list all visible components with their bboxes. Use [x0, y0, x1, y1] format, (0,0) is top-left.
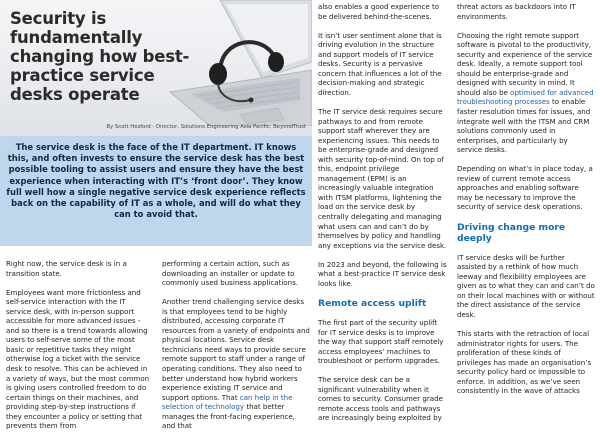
- laptop-with-headset-image: [150, 0, 312, 126]
- standfirst-box: [0, 136, 312, 246]
- article-title: Security is fundamentally changing how best-practice service desks operate: [10, 9, 190, 104]
- article-column-4: [457, 2, 595, 405]
- paragraph: Depending on what’s in place today, a review of current remote access approaches and enabling software may be necessary to improve the security of service desk operations.: [457, 164, 593, 212]
- paragraph: [457, 31, 595, 155]
- paragraph: threat actors as backdoors into IT environments.: [457, 2, 576, 21]
- section-heading: Driving change more deeply: [457, 221, 566, 244]
- paragraph: In 2023 and beyond, the following is what a best-practice IT service desk looks like.: [318, 259, 447, 288]
- technology-selection-link[interactable]: can help in the selection of technology: [162, 392, 293, 412]
- author-byline: By Scott Hesford - Director, Solutions Engineering Asia Pacific, BeyondTrust: [106, 124, 306, 130]
- paragraph-text: Another trend challenging service desks is that employees tend to be highly distributed, accessing corporate IT resources from a variety of endpoints and physical locations. Service desk technicians need ways to provide secure remote support to staff under a range of operating conditions. They also need to better understand how hybrid workers experience existing IT service and support options. That: [162, 297, 310, 402]
- paragraph-text: to enable faster resolution times for issues, and integrate well with the ITSM and CRM solutions commonly used in enterprises, and particularly by service desks.: [457, 97, 591, 155]
- troubleshooting-link[interactable]: optimised for advanced troubleshooting processes: [457, 87, 594, 107]
- paragraph: also enables a good experience to be delivered behind-the-scenes.: [318, 2, 440, 21]
- paragraph: The first part of the security uplift for IT service desks is to improve the way that support staff remotely access employees’ machines to troubleshoot or perform upgrades.: [318, 317, 444, 366]
- hero-banner: [0, 0, 312, 136]
- paragraph: The IT service desk requires secure pathways to and from remote support staff wherever they are experiencing issues. This needs to be enterprise-grade and designed with security top-of-mind. On top of this, endpoint privilege management (EPM) is an increasingly valuable integration with ITSM platforms, lightening the load on the service desk by centrally delegating and managing what users can and can’t do by themselves by policy and handling any exceptions via the service desk.: [318, 107, 447, 250]
- article-column-1: [6, 259, 152, 440]
- paragraph: This starts with the retraction of local administrator rights for users. The proliferation of these kinds of privileges has made an organisation’s security policy hard or impossible to enforce. In addition, as we’ve seen consistently in the wave of attacks: [457, 328, 592, 396]
- paragraph: IT service desks will be further assisted by a rethink of how much leeway and flexibility employees are given as to what they can and can’t do on their local machines with or without the direct assistance of the service desk.: [457, 252, 595, 319]
- paragraph-text: that better manages the front-facing experience, and that: [162, 402, 295, 431]
- paragraph: It isn’t user sentiment alone that is driving evolution in the structure and support models of IT service desks. Security is a pervasive concern that influences a lot of the decision-making and strategic direction.: [318, 30, 442, 97]
- paragraph: performing a certain action, such as downloading an installer or update to commonly used business applications.: [162, 259, 298, 288]
- article-column-2: [162, 259, 310, 440]
- standfirst-text: The service desk is the face of the IT department. IT knows this, and often invests to ensure the service desk has the best possible tooling to assist users and ensure they have the best experience when interacting with IT’s ‘front door’. They know full well how a single negative service desk experience reflects back on the capability of IT as a whole, and will do what they can to avoid that.: [6, 142, 306, 220]
- paragraph: Right now, the service desk is in a transition state.: [6, 259, 127, 278]
- paragraph: [162, 297, 310, 431]
- section-heading: Remote access uplift: [318, 297, 427, 309]
- article-column-3: [318, 2, 448, 433]
- paragraph-text: Choosing the right remote support software is pivotal to the productivity, security and experience of the service desk. Ideally, a remote support tool should be enterprise-grade and designed with security in mind. It should also be: [457, 30, 593, 97]
- paragraph: Employees want more frictionless and self-service interaction with the IT service desk, with in-person support accessible for more advanced issues - and so there is a trend towards allowing users to self-serve some of the most basic or repetitive tasks they might otherwise log a ticket with the service desk to resolve. This can be achieved in a variety of ways, but the most common is giving users controlled freedom to do certain things on their machines, and providing step-by-step instructions if they encounter a policy or setting that prevents them from: [6, 287, 150, 431]
- paragraph: The service desk can be a significant vulnerability when it comes to security. Consumer grade remote access tools and pathways are increasingly being exploited by: [318, 375, 443, 423]
